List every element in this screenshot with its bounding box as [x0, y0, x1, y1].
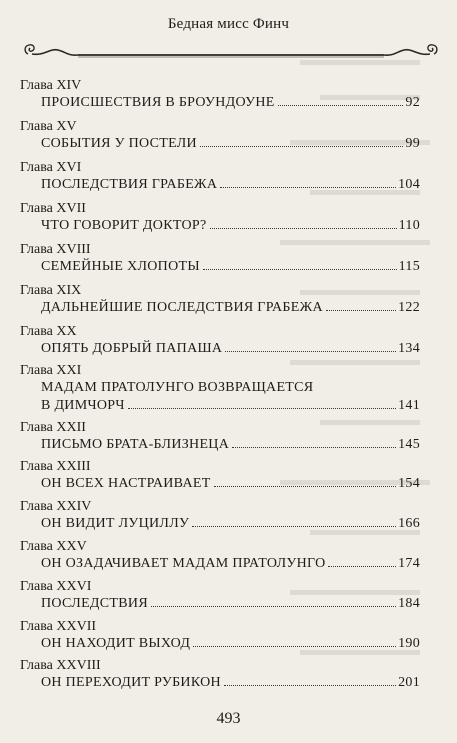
toc-entry[interactable]: [20, 539, 420, 573]
chapter-title: ДАЛЬНЕЙШИЕ ПОСЛЕДСТВИЯ ГРАБЕЖА: [41, 300, 323, 315]
chapter-title-line: [41, 136, 420, 152]
page-number: 115: [398, 259, 420, 274]
chapter-label: Глава XXIII: [20, 459, 91, 474]
chapter-title-cont: В ДИМЧОРЧ: [41, 398, 125, 413]
leader-dots: [224, 685, 396, 686]
chapter-label: Глава XVIII: [20, 242, 91, 257]
page-number: 184: [398, 596, 420, 611]
chapter-label: Глава XXVI: [20, 579, 92, 594]
chapter-title: ПРОИСШЕСТВИЯ В БРОУНДОУНЕ: [41, 95, 275, 110]
chapter-title: СЕМЕЙНЫЕ ХЛОПОТЫ: [41, 259, 200, 274]
toc-entry[interactable]: [20, 658, 420, 692]
chapter-title-line: [41, 341, 420, 357]
toc-entry[interactable]: [20, 119, 420, 153]
chapter-title-line: [41, 516, 420, 532]
chapter-title: ОН НАХОДИТ ВЫХОД: [41, 636, 191, 651]
chapter-title: ОН ВИДИТ ЛУЦИЛЛУ: [41, 516, 190, 531]
toc-entry[interactable]: [20, 499, 420, 533]
page-number: 110: [398, 218, 420, 233]
chapter-title-line: [41, 636, 420, 652]
chapter-label: Глава XV: [20, 119, 77, 134]
chapter-title-line: [41, 218, 420, 234]
page-number: 154: [398, 476, 420, 491]
leader-dots: [328, 566, 396, 567]
chapter-title-line: [41, 380, 313, 396]
page-number: 141: [398, 398, 420, 413]
folio-page-number: 493: [216, 710, 241, 727]
leader-dots: [192, 526, 396, 527]
leader-dots: [193, 646, 396, 647]
leader-dots: [128, 408, 396, 409]
toc-entry[interactable]: [20, 363, 420, 415]
page-number: 190: [398, 636, 420, 651]
toc-entry[interactable]: [20, 579, 420, 613]
leader-dots: [203, 269, 397, 270]
chapter-title-line: [41, 259, 420, 275]
chapter-title-line: [41, 437, 420, 453]
chapter-label: Глава XXIV: [20, 499, 92, 514]
toc-entry[interactable]: [20, 283, 420, 317]
toc-entry[interactable]: [20, 420, 420, 454]
chapter-title: ПОСЛЕДСТВИЯ ГРАБЕЖА: [41, 177, 218, 192]
leader-dots: [214, 486, 397, 487]
chapter-title: ОН ОЗАДАЧИВАЕТ МАДАМ ПРАТОЛУНГО: [41, 556, 326, 571]
chapter-label: Глава XXII: [20, 420, 86, 435]
page-number: 122: [398, 300, 420, 315]
chapter-title-line: [41, 95, 420, 111]
chapter-title: ОН ПЕРЕХОДИТ РУБИКОН: [41, 675, 221, 690]
chapter-title-continuation: [41, 398, 420, 414]
leader-dots: [151, 606, 396, 607]
chapter-title-line: [41, 675, 420, 691]
toc-entry[interactable]: [20, 324, 420, 358]
chapter-label: Глава XVII: [20, 201, 86, 216]
toc-entry[interactable]: [20, 160, 420, 194]
chapter-label: Глава XXV: [20, 539, 87, 554]
chapter-label: Глава XIX: [20, 283, 82, 298]
chapter-label: Глава XX: [20, 324, 77, 339]
toc-entry[interactable]: [20, 78, 420, 112]
page-number: 134: [398, 341, 420, 356]
page-number: 104: [398, 177, 420, 192]
chapter-label: Глава XVI: [20, 160, 82, 175]
chapter-label: Глава XXI: [20, 363, 82, 378]
page-number: 92: [405, 95, 420, 110]
toc-entry[interactable]: [20, 201, 420, 235]
chapter-title: СОБЫТИЯ У ПОСТЕЛИ: [41, 136, 197, 151]
chapter-title-line: [41, 476, 420, 492]
chapter-title-line: [41, 596, 420, 612]
chapter-title-line: [41, 177, 420, 193]
leader-dots: [220, 187, 396, 188]
chapter-title: МАДАМ ПРАТОЛУНГО ВОЗВРАЩАЕТСЯ: [41, 380, 314, 395]
leader-dots: [225, 351, 396, 352]
chapter-label: Глава XIV: [20, 78, 82, 93]
chapter-title: ПИСЬМО БРАТА-БЛИЗНЕЦА: [41, 437, 230, 452]
leader-dots: [200, 146, 403, 147]
leader-dots: [326, 310, 396, 311]
running-head-title: Бедная мисс Финч: [167, 16, 290, 32]
chapter-title: ОПЯТЬ ДОБРЫЙ ПАПАША: [41, 341, 223, 356]
chapter-title: ПОСЛЕДСТВИЯ: [41, 596, 148, 611]
page-number: 174: [398, 556, 420, 571]
leader-dots: [210, 228, 397, 229]
chapter-title-line: [41, 300, 420, 316]
chapter-label: Глава XXVIII: [20, 658, 101, 673]
chapter-label: Глава XXVII: [20, 619, 97, 634]
leader-dots: [278, 105, 404, 106]
header-ornament-rule: [22, 34, 440, 60]
page-number: 201: [398, 675, 420, 690]
toc-entry[interactable]: [20, 459, 420, 493]
toc-entry[interactable]: [20, 242, 420, 276]
page-number: 166: [398, 516, 420, 531]
page-number: 99: [405, 136, 420, 151]
chapter-title-line: [41, 556, 420, 572]
page-number: 145: [398, 437, 420, 452]
toc-entry[interactable]: [20, 619, 420, 653]
leader-dots: [232, 447, 396, 448]
chapter-title: ОН ВСЕХ НАСТРАИВАЕТ: [41, 476, 211, 491]
chapter-title: ЧТО ГОВОРИТ ДОКТОР?: [41, 218, 207, 233]
